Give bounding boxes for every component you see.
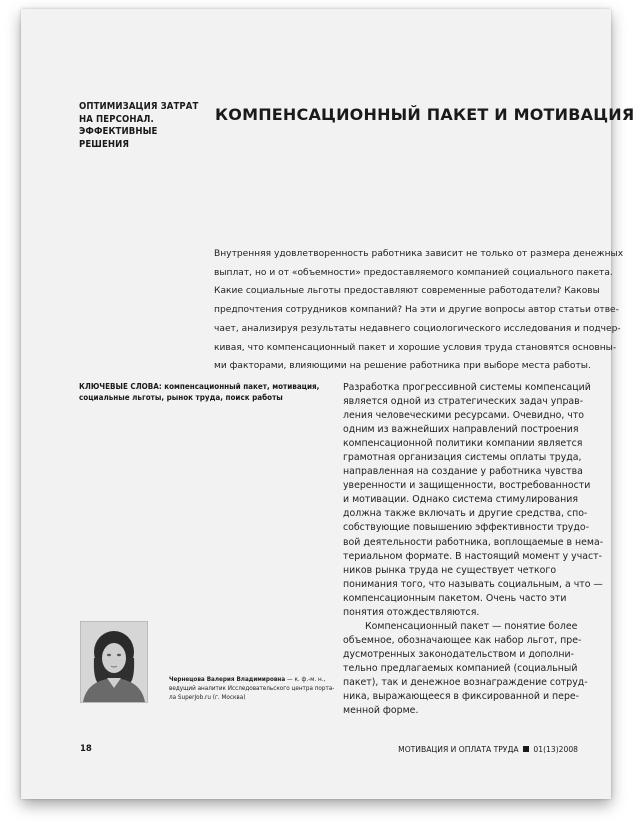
keywords bbox=[79, 381, 329, 403]
body-line: уверенности и защищенности, востребованности bbox=[343, 480, 591, 492]
body-line: и мотивации. Однако система стимулирования bbox=[343, 494, 579, 506]
author-credit bbox=[169, 675, 339, 703]
footer-journal bbox=[398, 745, 578, 754]
author-line-1 bbox=[169, 675, 339, 684]
body-line: компенсационной политики компании является bbox=[343, 438, 583, 450]
lead-line: предпочтения сотрудников компаний? На эти и другие вопросы автор статьи отве- bbox=[214, 305, 619, 316]
body-line: понятия отождествляются. bbox=[343, 606, 480, 618]
lead-line: чает, анализируя результаты недавнего социологического исследования и подчер- bbox=[214, 323, 621, 334]
author-portrait-icon bbox=[81, 622, 147, 702]
author-line-2: ведущий аналитик Исследовательского центра порта- bbox=[169, 685, 335, 693]
section-title-line: ОПТИМИЗАЦИЯ ЗАТРАТ bbox=[79, 101, 199, 112]
body-line: ника, выражающееся в фиксированной и пере- bbox=[343, 691, 580, 703]
lead-line: выплат, но и от «объемности» предоставляемого компанией социального пакета. bbox=[214, 267, 613, 278]
section-title-line: РЕШЕНИЯ bbox=[79, 138, 130, 150]
body-line: должна также включать и другие средства, спо- bbox=[343, 508, 588, 520]
author-degree: — к. ф.-м. н., bbox=[285, 676, 326, 683]
body-line: ников рынка труда не существует четкого bbox=[343, 564, 557, 576]
body-line: ления человеческими ресурсами. Очевидно, что bbox=[343, 410, 585, 422]
body-line: менной форме. bbox=[343, 705, 419, 717]
author-line-3: ла SuperJob.ru (г. Москва) bbox=[169, 694, 246, 702]
article-body bbox=[343, 381, 604, 718]
lead-line: кивая, что компенсационный пакет и хорошие условия труда становятся основны- bbox=[214, 342, 617, 353]
body-line: дусмотренных законодательством и дополни- bbox=[343, 648, 575, 660]
article-headline: КОМПЕНСАЦИОННЫЙ ПАКЕТ И МОТИВАЦИЯ bbox=[215, 105, 634, 124]
body-line: вой деятельности работника, воплощаемые в нема- bbox=[343, 536, 604, 548]
lead-line: Какие социальные льготы предоставляют современные работодатели? Каковы bbox=[214, 286, 600, 297]
body-line: является одной из стратегических задач управ- bbox=[343, 396, 584, 408]
body-line: направленная на создание у работника чувства bbox=[343, 466, 583, 478]
body-line: одним из важнейших направлений построения bbox=[343, 424, 579, 436]
body-line: собствующие повышению эффективности трудо- bbox=[343, 522, 589, 534]
article-lead bbox=[214, 245, 624, 376]
author-name: Чернецова Валерия Владимировна bbox=[169, 676, 286, 683]
body-line: Компенсационный пакет — понятие более bbox=[365, 620, 578, 632]
section-title-line: ЭФФЕКТИВНЫЕ bbox=[79, 126, 158, 137]
body-line: териальном формате. В настоящий момент у участ- bbox=[343, 550, 603, 562]
section-title-line: НА ПЕРСОНАЛ. bbox=[79, 113, 154, 125]
body-line: понимания того, что называть социальным, а что — bbox=[343, 578, 603, 590]
journal-issue: 01(13)2008 bbox=[533, 745, 578, 754]
magazine-page bbox=[21, 9, 634, 799]
page-number: 18 bbox=[80, 744, 92, 754]
square-bullet-icon bbox=[523, 746, 529, 752]
lead-line: Внутренняя удовлетворенность работника зависит не только от размера денежных bbox=[214, 249, 624, 259]
body-line: тельно предлагаемых компанией (социальный bbox=[343, 662, 578, 674]
author-photo bbox=[80, 621, 148, 703]
body-line: пакет), так и денежное вознаграждение сотруд- bbox=[343, 676, 588, 688]
keywords-line: КЛЮЧЕВЫЕ СЛОВА: компенсационный пакет, мотивация, bbox=[79, 382, 320, 391]
body-line: объемное, обозначающее как набор льгот, пре- bbox=[343, 634, 582, 646]
lead-line: ми факторами, влияющими на решение работника при выборе места работы. bbox=[214, 361, 591, 372]
section-title bbox=[79, 101, 199, 151]
keywords-line: социальные льготы, рынок труда, поиск работы bbox=[79, 393, 283, 402]
journal-name: МОТИВАЦИЯ И ОПЛАТА ТРУДА bbox=[398, 745, 519, 754]
body-line: компенсационным пакетом. Очень часто эти bbox=[343, 592, 567, 604]
body-line: грамотная организация системы оплаты труда, bbox=[343, 452, 582, 464]
body-line: Разработка прогрессивной системы компенсаций bbox=[343, 382, 591, 393]
